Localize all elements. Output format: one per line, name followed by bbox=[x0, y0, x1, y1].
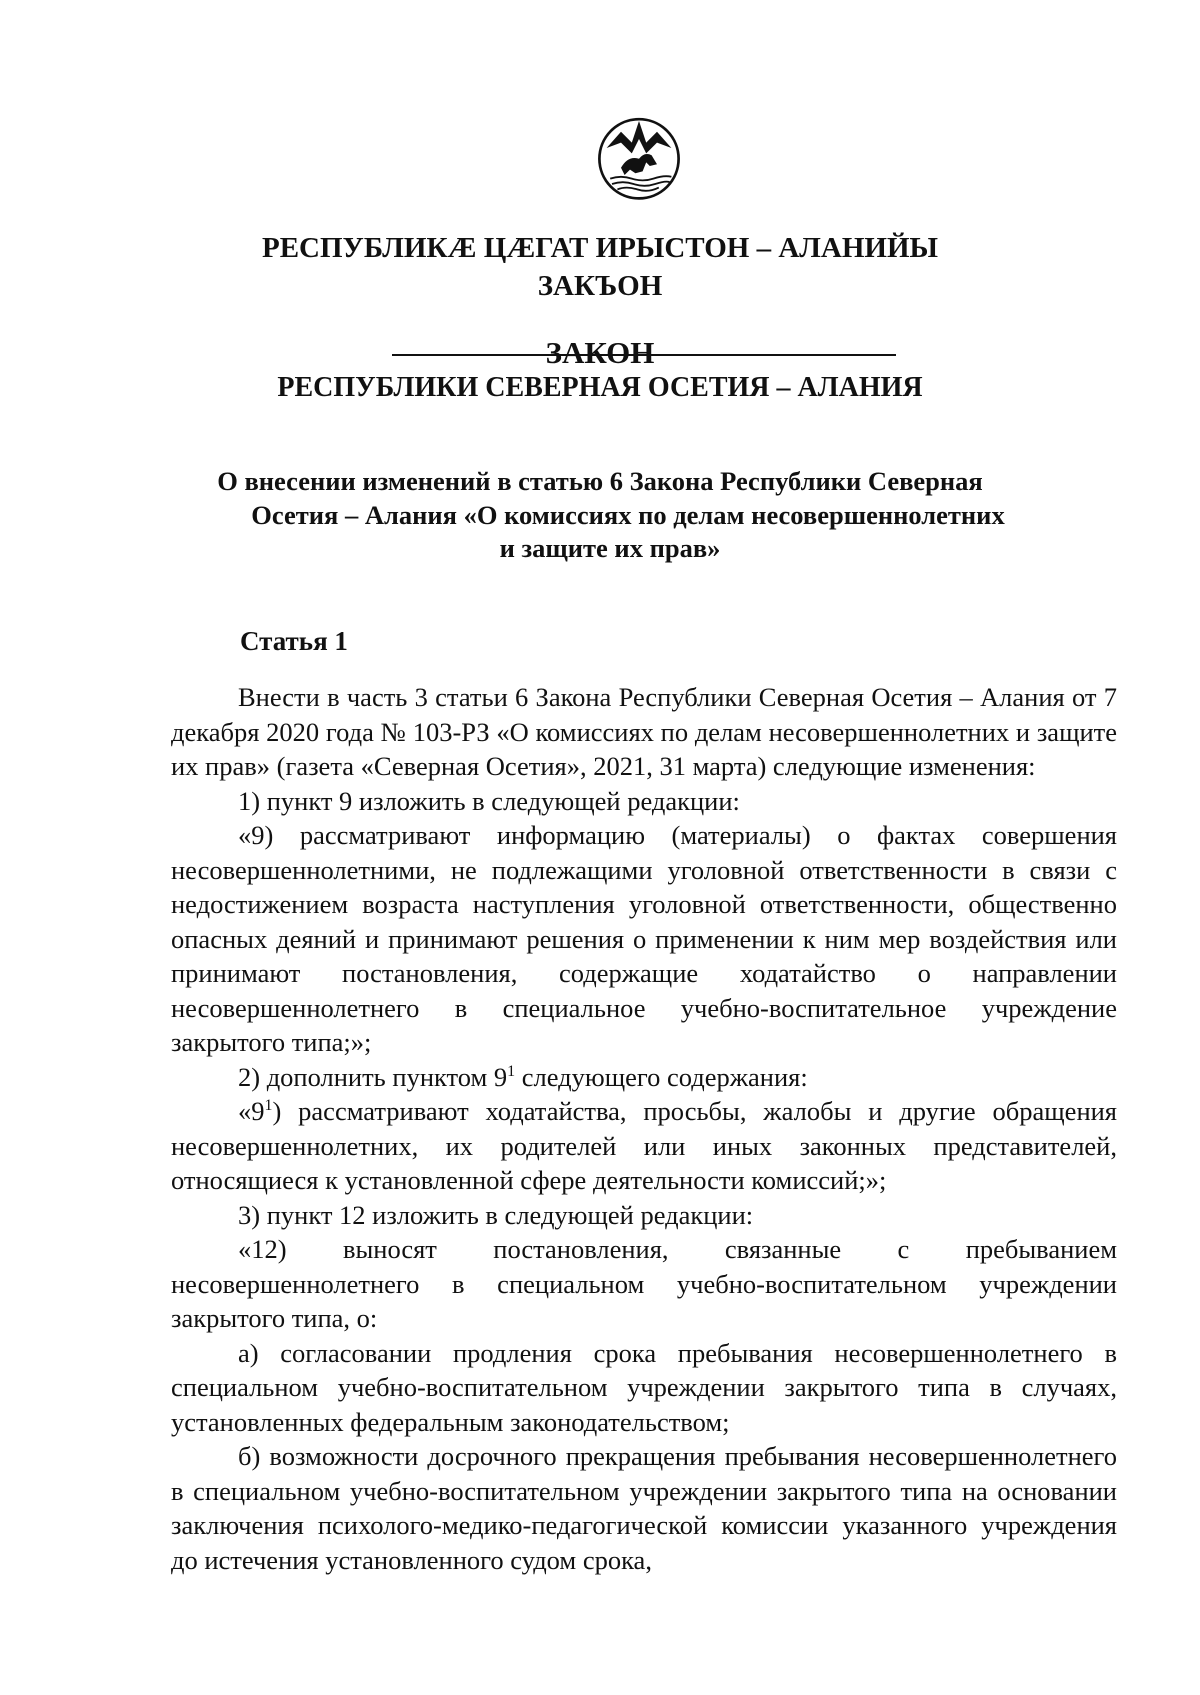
item-2: 2) дополнить пунктом $9^1$ следующего содержания: bbox=[238, 1061, 808, 1092]
intro-paragraph: Внести в часть 3 статьи 6 Закона Республики Северная Осетия – Алания от 7 декабря 2020 года № 103-РЗ «О комиссиях по делам несовершеннолетних и защите их прав» (газета «Северная Осетия», 2021, 31 марта) следующие изменения: bbox=[171, 682, 1117, 781]
item-2-text: «$9^1$) рассматривают ходатайства, просьбы, жалобы и другие обращения несовершеннолетних, их родителей или иных законных представителей, относящиеся к установленной сфере деятельности комиссий;»; bbox=[171, 1096, 1117, 1195]
item-1: 1) пункт 9 изложить в следующей редакции: bbox=[238, 785, 740, 816]
russian-republic-name: РЕСПУБЛИКИ СЕВЕРНАЯ ОСЕТИЯ – АЛАНИЯ bbox=[277, 372, 923, 403]
document-title-line2: Осетия – Алания «О комиссиях по делам несовершеннолетних bbox=[251, 500, 1005, 530]
document-title-line1: О внесении изменений в статью 6 Закона Республики Северная bbox=[217, 466, 983, 496]
item-3-text: «12) выносят постановления, связанные с пребыванием несовершеннолетнего в специальном учебно-воспитательном учреждении закрытого типа, о: bbox=[171, 1234, 1117, 1333]
item-3: 3) пункт 12 изложить в следующей редакции: bbox=[238, 1199, 754, 1230]
document-title-line3: и защите их прав» bbox=[499, 533, 721, 563]
article-body bbox=[171, 680, 1117, 1577]
ossetian-republic-name: РЕСПУБЛИКÆ ЦÆГАТ ИРЫСТОН – АЛАНИЙЫ bbox=[262, 232, 938, 264]
coat-of-arms-emblem bbox=[594, 112, 684, 202]
russian-law-label: ЗАКОН bbox=[545, 335, 655, 370]
article-heading: Статья 1 bbox=[240, 626, 348, 656]
subitem-b: б) возможности досрочного прекращения пребывания несовершеннолетнего в специальном учебно-воспитательном учреждении закрытого типа на основании заключения психолого-медико-педагогической комиссии указанного учреждения до истечения установленного судом срока, bbox=[171, 1441, 1117, 1575]
ossetian-law-label: ЗАКЪОН bbox=[537, 270, 663, 302]
subitem-a: а) согласовании продления срока пребывания несовершеннолетнего в специальном учебно-воспитательном учреждении закрытого типа в случаях, установленных федеральным законодательством; bbox=[171, 1337, 1117, 1437]
item-1-text: «9) рассматривают информацию (материалы) о фактах совершения несовершеннолетними, не подлежащими уголовной ответственности в связи с недостижением возраста наступления уголовной ответственности, общественно опасных деяний и принимают решения о применении к ним мер воздействия или принимают постановления, содержащие ходатайство о направлении несовершеннолетнего в специальное учебно-воспитательное учреждение закрытого типа;»; bbox=[171, 820, 1117, 1057]
